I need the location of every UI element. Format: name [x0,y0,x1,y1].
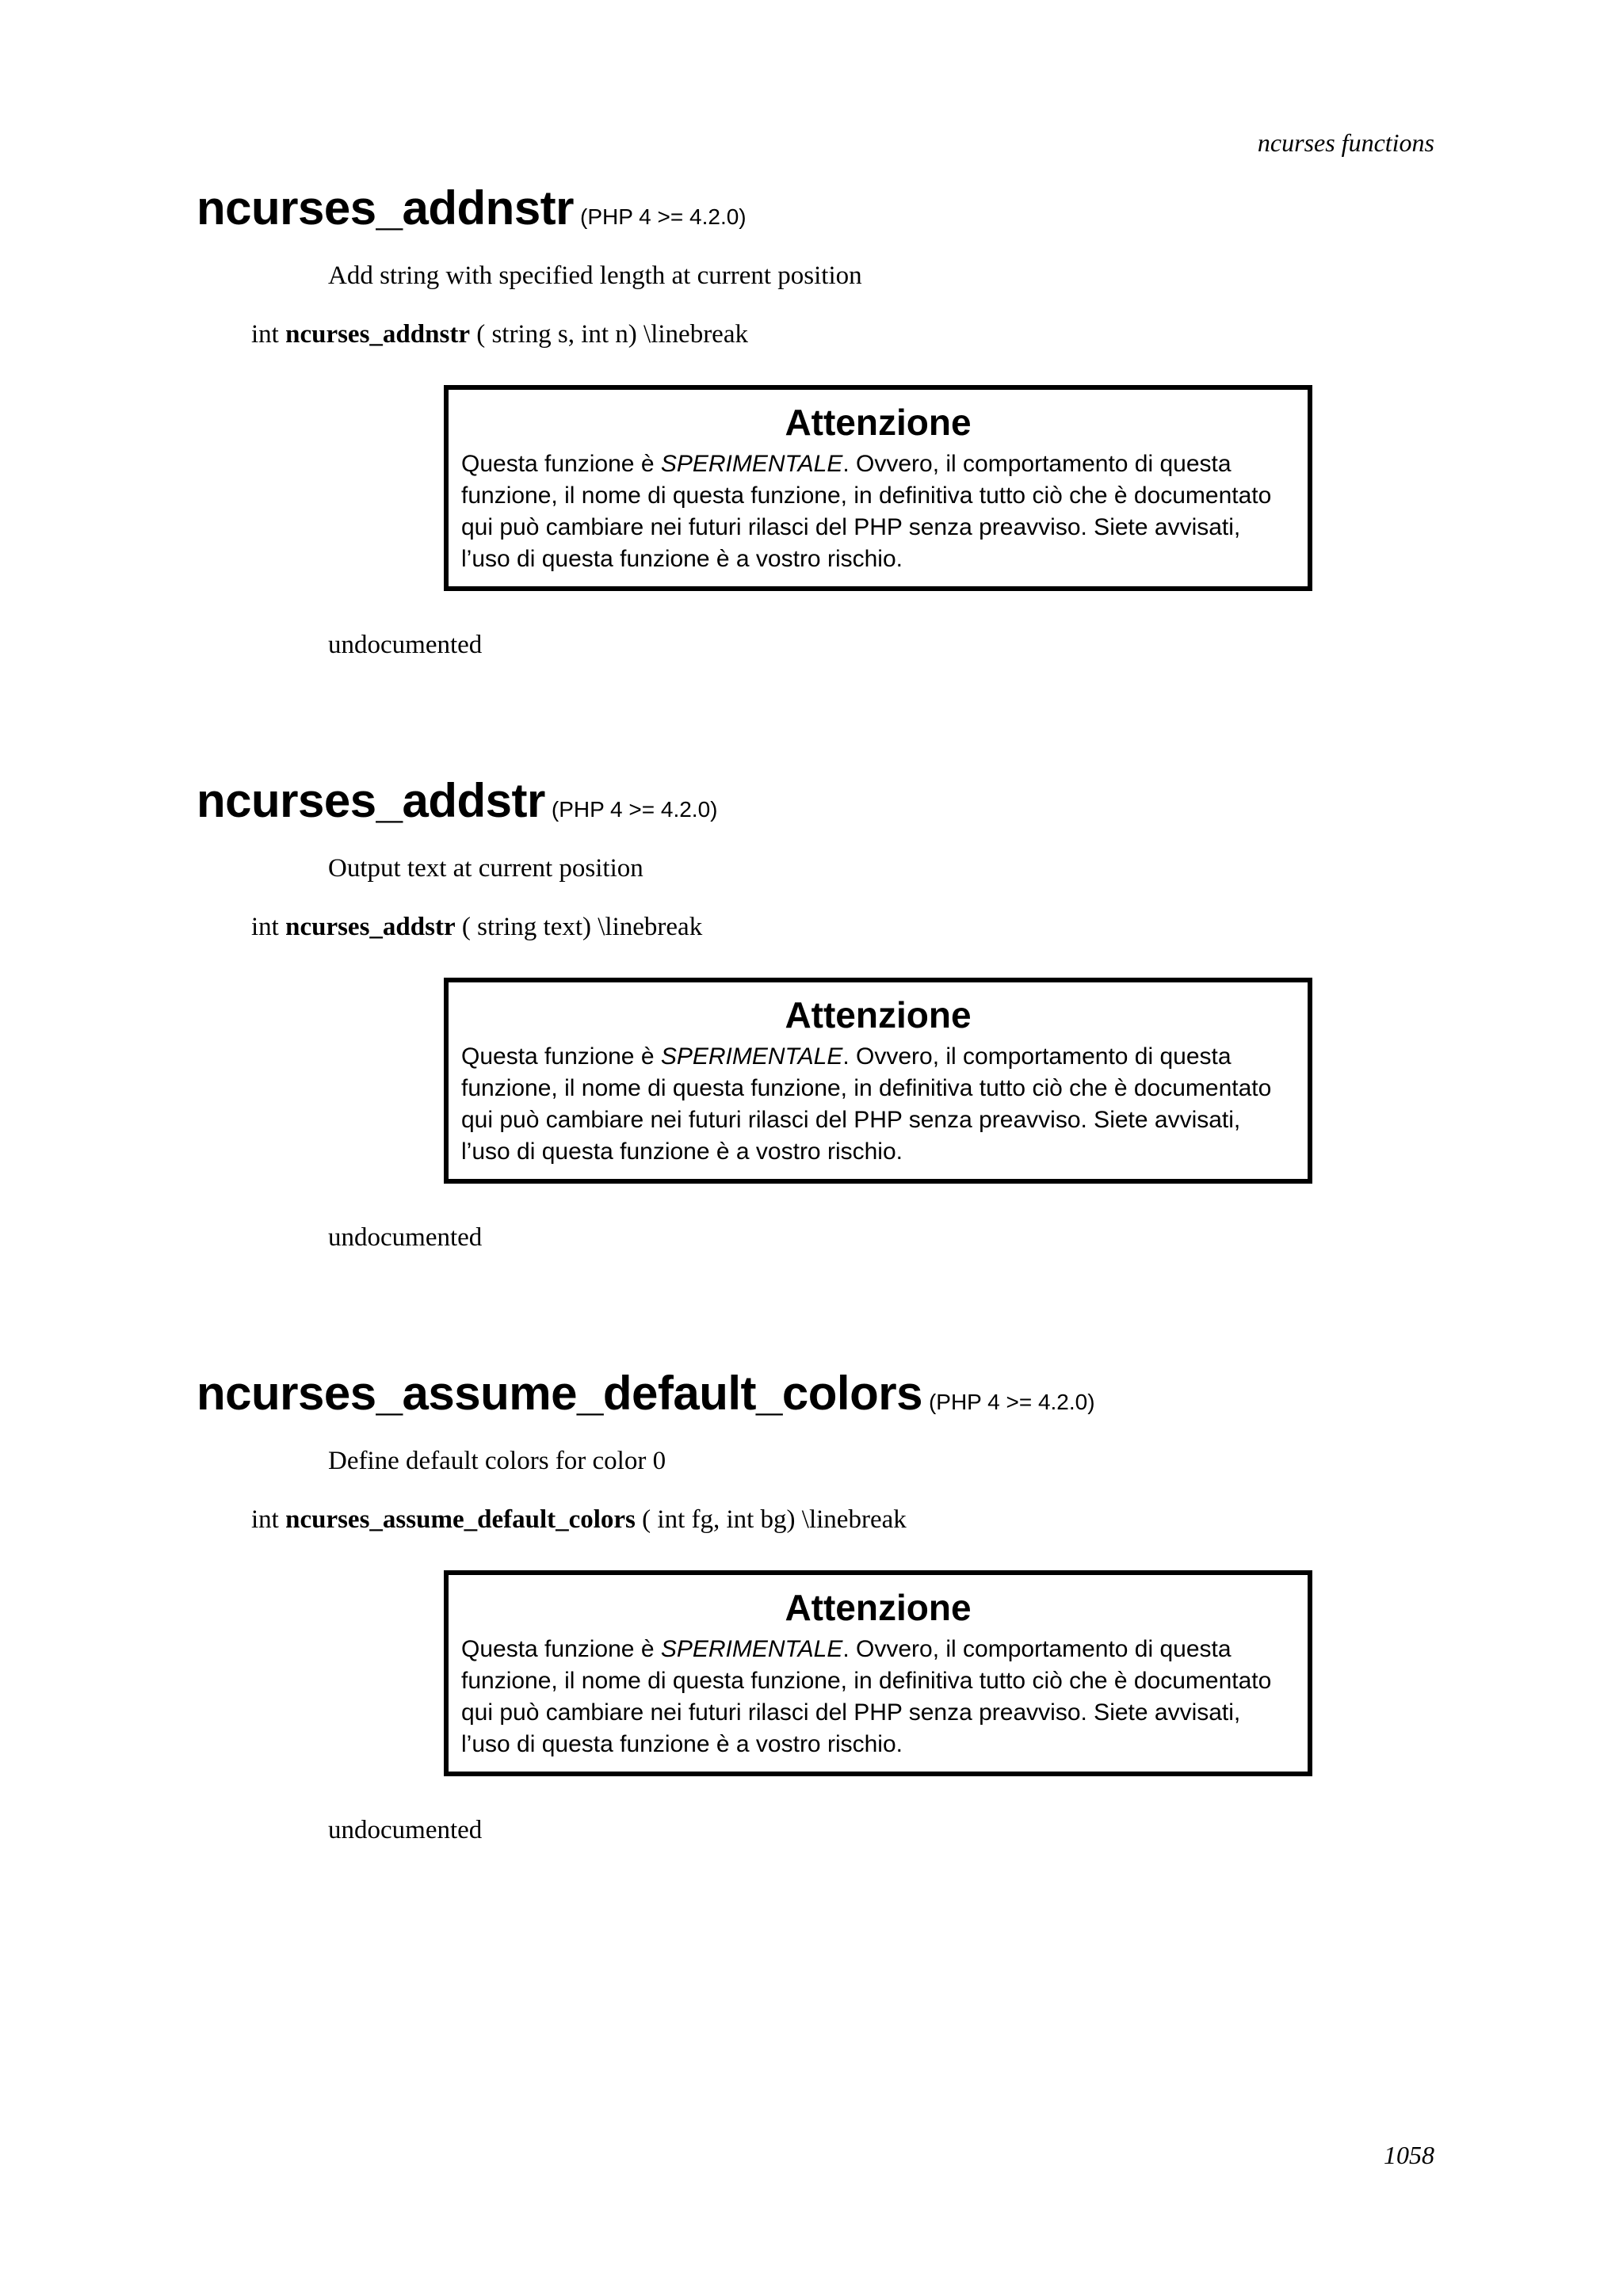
warning-line [461,1634,1295,1665]
warning-box [444,1570,1312,1776]
warning-line: funzione, il nome di questa funzione, in definitiva tutto ciò che è documentato [461,482,1272,509]
function-description: undocumented [328,1816,483,1844]
warning-line: l’uso di questa funzione è a vostro rischio. [461,1731,903,1757]
function-name: ncurses_addstr [197,774,545,827]
synopsis-function-name: ncurses_addstr [285,913,456,941]
function-synopsis [251,318,748,350]
warning-box [444,978,1312,1184]
synopsis-arguments: ( int fg, int bg) \linebreak [642,1505,907,1534]
function-purpose: Add string with specified length at current position [328,261,862,290]
warning-text: Questa funzione è [461,1043,661,1070]
function-purpose: Define default colors for color 0 [328,1447,666,1475]
warning-body [461,448,1295,575]
warning-text: . Ovvero, il comportamento di questa [842,1636,1232,1662]
synopsis-arguments: ( string text) \linebreak [461,913,703,941]
warning-emphasis: SPERIMENTALE [660,1636,843,1662]
function-version: (PHP 4 >= 4.2.0) [928,1390,1095,1414]
warning-line: qui può cambiare nei futuri rilasci del PHP senza preavviso. Siete avvisati, [461,1699,1241,1726]
function-synopsis [251,1504,907,1535]
warning-line [461,448,1295,480]
warning-line: funzione, il nome di questa funzione, in definitiva tutto ciò che è documentato [461,1075,1272,1101]
function-description: undocumented [328,631,483,659]
warning-line: l’uso di questa funzione è a vostro rischio. [461,1138,903,1165]
warning-title: Attenzione [785,402,972,443]
warning-line: qui può cambiare nei futuri rilasci del PHP senza preavviso. Siete avvisati, [461,1107,1241,1133]
function-title [197,1366,1095,1421]
warning-text: Questa funzione è [461,451,661,477]
warning-title: Attenzione [785,1587,972,1628]
synopsis-return-type: int [251,320,279,349]
function-name: ncurses_assume_default_colors [197,1367,922,1420]
function-title [197,181,747,235]
warning-box [444,385,1312,591]
warning-body [461,1041,1295,1168]
function-synopsis [251,911,702,943]
synopsis-return-type: int [251,913,279,941]
synopsis-arguments: ( string s, int n) \linebreak [476,320,748,349]
warning-text: . Ovvero, il comportamento di questa [842,451,1232,477]
warning-line: funzione, il nome di questa funzione, in definitiva tutto ciò che è documentato [461,1668,1272,1694]
function-purpose: Output text at current position [328,854,643,883]
synopsis-return-type: int [251,1505,279,1534]
function-version: (PHP 4 >= 4.2.0) [580,204,747,229]
function-description: undocumented [328,1223,483,1252]
warning-text: . Ovvero, il comportamento di questa [842,1043,1232,1070]
function-title [197,773,717,828]
warning-title: Attenzione [785,994,972,1035]
function-name: ncurses_addnstr [197,181,575,235]
warning-text: Questa funzione è [461,1636,661,1662]
warning-emphasis: SPERIMENTALE [660,1043,843,1070]
warning-body [461,1634,1295,1760]
warning-emphasis: SPERIMENTALE [660,451,843,477]
page-number: 1058 [1384,2141,1434,2169]
warning-line: l’uso di questa funzione è a vostro rischio. [461,546,903,572]
function-version: (PHP 4 >= 4.2.0) [551,797,718,822]
synopsis-function-name: ncurses_addnstr [285,320,470,349]
running-header: ncurses functions [1257,128,1434,157]
synopsis-function-name: ncurses_assume_default_colors [285,1505,636,1534]
warning-line: qui può cambiare nei futuri rilasci del PHP senza preavviso. Siete avvisati, [461,514,1241,540]
warning-line [461,1041,1295,1073]
